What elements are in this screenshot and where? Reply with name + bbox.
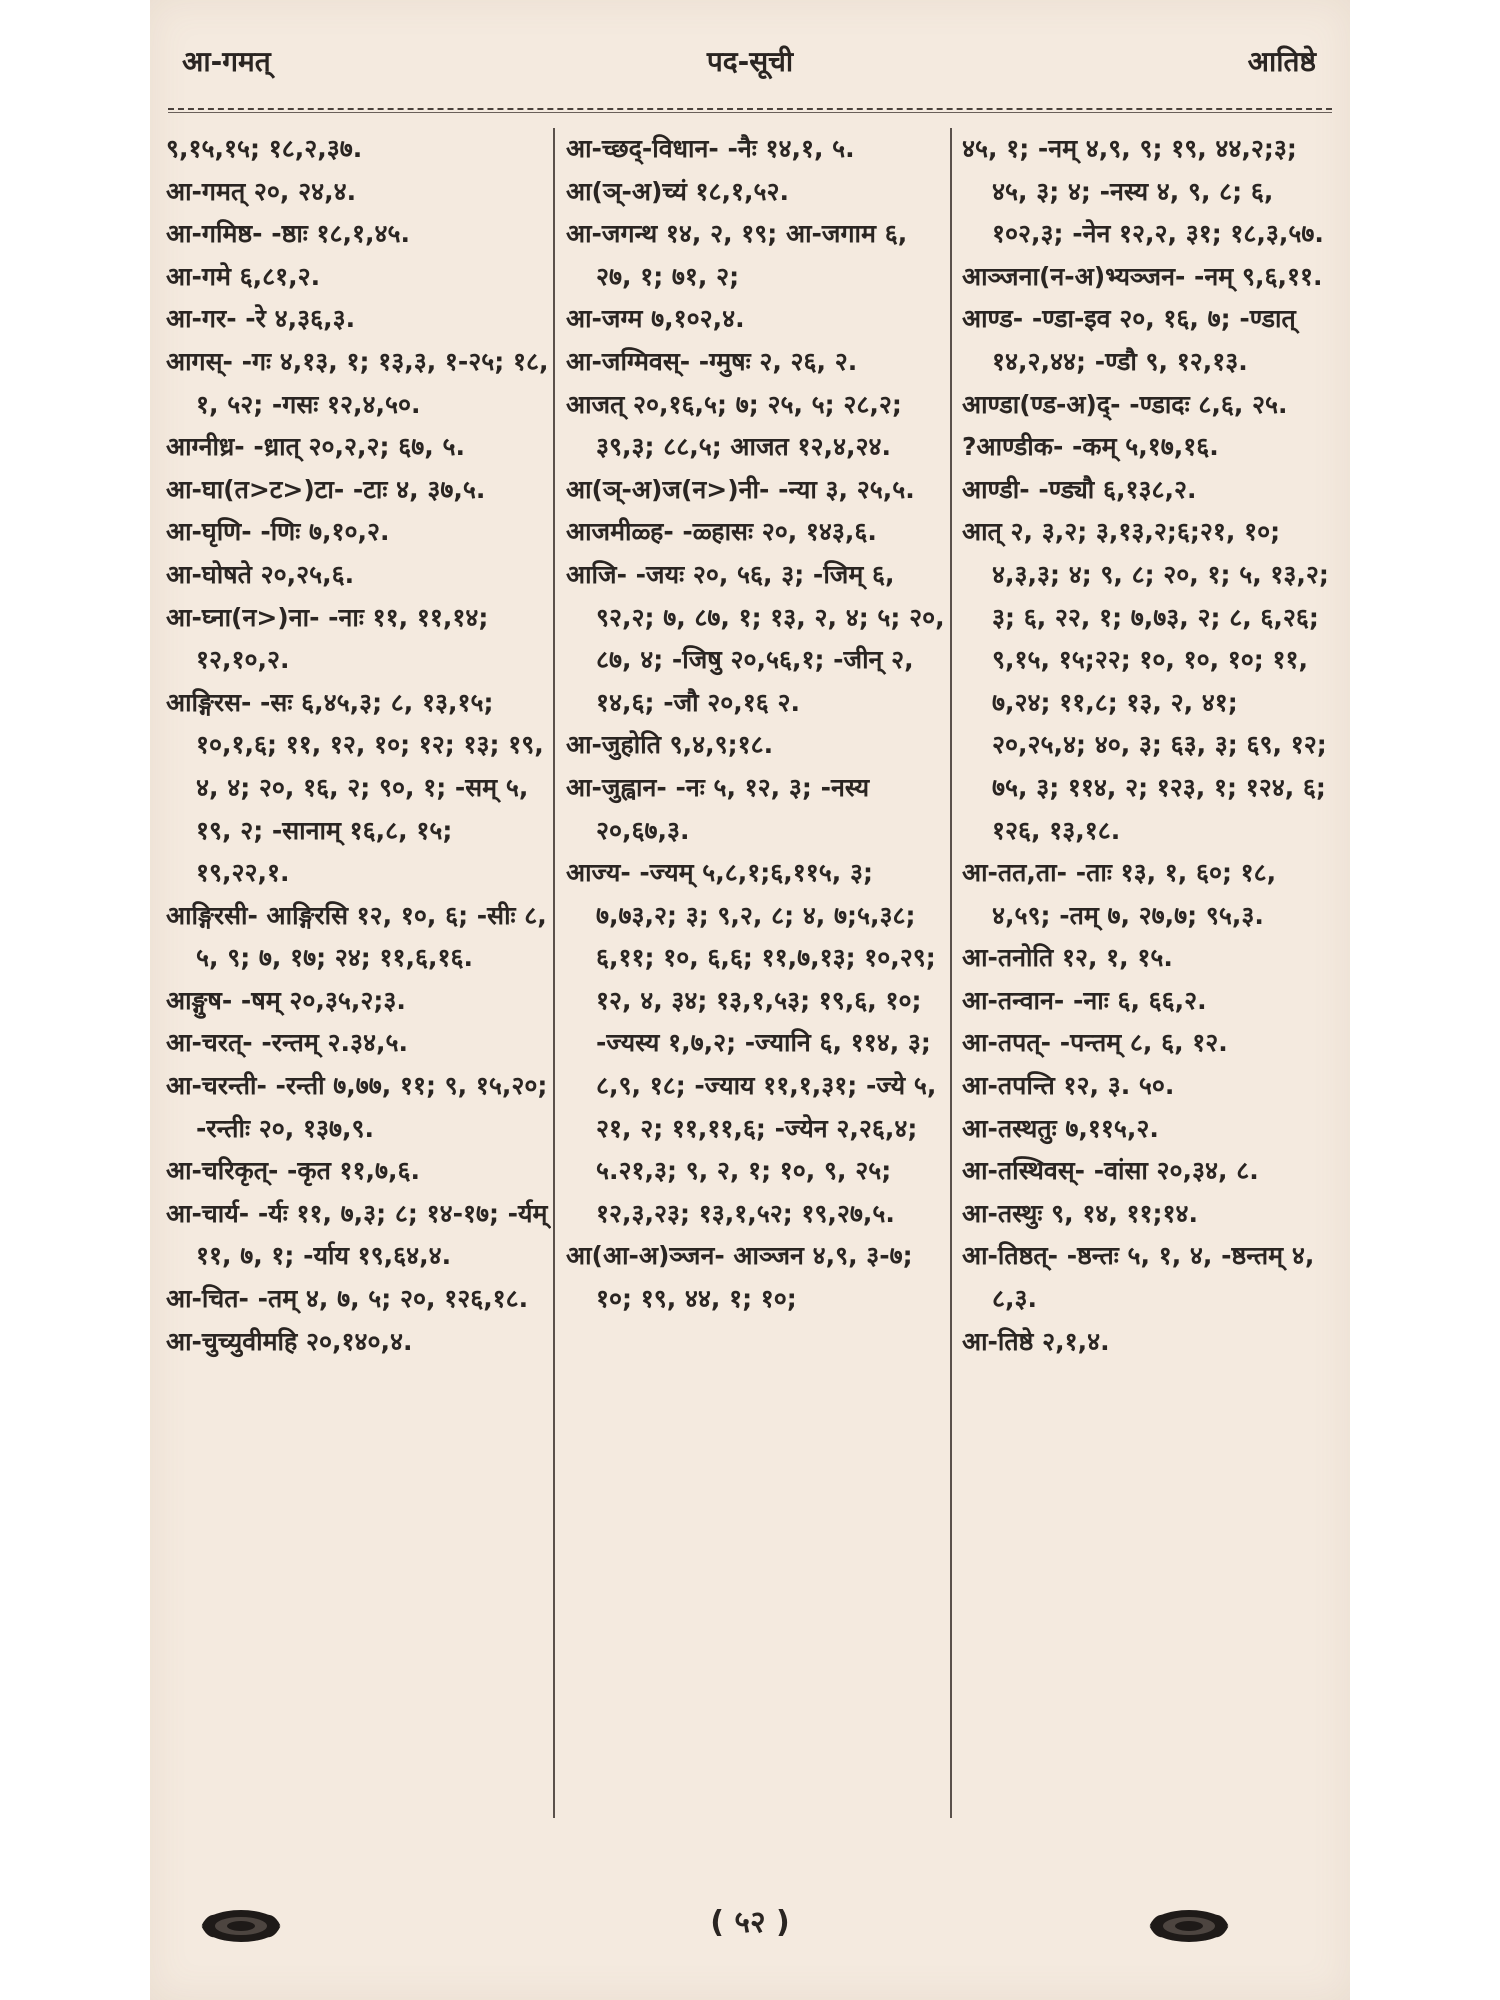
index-entry: आण्डी- -ण्ड्यौ ६,१३८,२. (962, 474, 1197, 504)
index-entry: आण्ड- -ण्डा-इव २०, १६, ७; -ण्डात् १४,२,४४; -ण्डौ ९, १२,१३. (962, 304, 1296, 376)
index-entry: ४५, १; -नम् ४,९, ९; १९, ४४,२;३; ४५, ३; ४; -नस्य ४, ९, ८; ६, १०२,३; -नेन १२,२, ३१; १८,३,५७. (962, 134, 1324, 249)
index-entry: आ-जग्म ७,१०२,४. (566, 304, 745, 334)
index-entry: आङ्गिरसी- आङ्गिरसि १२, १०, ६; -सीः ८, ५, ९; ७, १७; २४; ११,६,१६. (166, 900, 547, 973)
column-2 (566, 128, 946, 1818)
page-header (170, 42, 1330, 92)
index-entry: आ-गमे ६,८१,२. (166, 261, 321, 291)
index-entry: आ-तस्थिवस्- -वांसा २०,३४, ८. (962, 1156, 1259, 1186)
index-entry: ९,१५,१५; १८,२,३७. (166, 134, 363, 163)
index-entry: आङ्गुष- -षम् २०,३५,२;३. (166, 985, 406, 1015)
index-entry: आ-तपत्- -पन्तम् ८, ६, १२. (962, 1028, 1228, 1058)
column-divider-2 (950, 128, 952, 1818)
dictionary-page (150, 0, 1350, 2000)
index-entry: आ(ञ्-अ)ज(न>)नी- -न्या ३, २५,५. (566, 474, 915, 504)
index-entry: आ-गर- -रे ४,३६,३. (166, 304, 356, 334)
index-entry: आ-चार्य- -र्यः ११, ७,३; ८; १४-१७; -र्यम् ११, ७, १; -र्याय १९,६४,४. (166, 1198, 548, 1271)
index-entry: ?आण्डीक- -कम् ५,१७,१६. (962, 432, 1219, 462)
index-entry: आ-जगन्थ १४, २, १९; आ-जगाम ६, २७, १; ७१, २; (566, 219, 908, 291)
index-entry: आ-गमिष्ठ- -ष्ठाः १८,१,४५. (166, 219, 411, 249)
index-entry: आ-जुह्वान- -नः ५, १२, ३; -नस्य २०,६७,३. (566, 772, 870, 845)
ornament-right-icon (1148, 1906, 1230, 1946)
page-number: ( ५२ ) (710, 1905, 790, 1940)
index-entry: आ-चरत्- -रन्तम् २.३४,५. (166, 1028, 409, 1058)
index-entry: आ-घृणि- -णिः ७,१०,२. (166, 517, 390, 547)
index-entry: आ-घोषते २०,२५,६. (166, 559, 355, 589)
header-right-catchword: आतिष्ठे (1247, 45, 1316, 78)
index-entry: आ-चित- -तम् ४, ७, ५; २०, १२६,१८. (166, 1284, 529, 1314)
index-entry: आ-जग्मिवस्- -ग्मुषः २, २६, २. (566, 346, 858, 376)
column-divider-1 (553, 128, 555, 1818)
index-entry: आग्नीध्र- -ध्रात् २०,२,२; ६७, ५. (166, 432, 465, 462)
index-entry: आ(आ-अ)ञ्जन- आञ्जन ४,९, ३-७; १०; १९, ४४, १; १०; (566, 1241, 913, 1314)
index-entry: आ-चरन्ती- -रन्ती ७,७७, ११; ९, १५,२०; -रन्तीः २०, १३७,९. (166, 1071, 548, 1143)
index-entry: आ-चुच्युवीमहि २०,१४०,४. (166, 1326, 413, 1356)
header-title: पद-सूची (706, 45, 794, 78)
index-entry: आजि- -जयः २०, ५६, ३; -जिम् ६, ९२,२; ७, ८७, १; १३, २, ४; ५; २०, ८७, ४; -जिषु २०,५६,१; -जीन् २, १४,६; -जौ २०,१६ २. (566, 559, 945, 717)
index-entry: आ-तन्वान- -नाः ६, ६६,२. (962, 985, 1207, 1015)
index-entry: आ-तिष्ठत्- -ष्ठन्तः ५, १, ४, -ष्ठन्तम् ४, ८,३. (962, 1241, 1315, 1314)
index-entry: आ-तत,ता- -ताः १३, १, ६०; १८, ४,५९; -तम् ७, २७,७; ९५,३. (962, 858, 1277, 930)
index-entry: आ-तस्थतुः ७,११५,२. (962, 1113, 1159, 1143)
header-rule (168, 108, 1332, 110)
index-entry: आञ्जना(न-अ)भ्यञ्जन- -नम् ९,६,११. (962, 261, 1323, 291)
column-3 (962, 128, 1334, 1818)
index-entry: आ-चरिकृत्- -कृत ११,७,६. (166, 1156, 421, 1186)
index-entry: आ-च्छद्-विधान- -नैः १४,१, ५. (566, 134, 855, 163)
index-entry: आ-गमत् २०, २४,४. (166, 176, 357, 206)
index-entry: आण्डा(ण्ड-अ)द्- -ण्डादः ८,६, २५. (962, 389, 1288, 419)
index-entry: आत् २, ३,२; ३,१३,२;६;२१, १०; ४,३,३; ४; ९, ८; २०, १; ५, १३,२; ३; ६, २२, १; ७,७३, २; ८, ६,२६; ९,१५, १५;२२; १०, १०, १०; ११, ७,२४; ११,८; १३, २, ४१; २०,२५,४; ४०, ३; ६३, ३; ६९, १२; ७५, ३; ११४, २; १२३, १; १२४, ६; १२६, १३,१८. (962, 517, 1329, 845)
index-entry: आ(ञ्-अ)च्यं १८,१,५२. (566, 176, 790, 206)
index-entry: आङ्गिरस- -सः ६,४५,३; ८, १३,१५; १०,१,६; ११, १२, १०; १२; १३; १९, ४, ४; २०, १६, २; ९०, १; -सम् ५, १९, २; -सानाम् १६,८, १५; १९,२२,१. (166, 687, 544, 888)
index-entry: आगस्- -गः ४,१३, १; १३,३, १-२५; १८, १, ५२; -गसः १२,४,५०. (166, 346, 549, 419)
index-entry: आ-तस्थुः ९, १४, ११;१४. (962, 1198, 1199, 1228)
header-left-catchword: आ-गमत् (182, 45, 271, 78)
header-rule-underline (168, 112, 1332, 113)
index-entry: आ-जुहोति ९,४,९;१८. (566, 730, 774, 760)
index-entry: आ-तनोति १२, १, १५. (962, 943, 1173, 973)
index-entry: आजत् २०,१६,५; ७; २५, ५; २८,२; ३९,३; ८८,५; आजत १२,४,२४. (566, 389, 902, 462)
index-entry: आजमीळ्ह- -ळ्हासः २०, १४३,६. (566, 517, 877, 547)
index-entry: आ-घा(त>ट>)टा- -टाः ४, ३७,५. (166, 474, 486, 504)
index-entry: आ-तिष्ठे २,१,४. (962, 1326, 1110, 1356)
index-entry: आज्य- -ज्यम् ५,८,१;६,११५, ३; ७,७३,२; ३; ९,२, ८; ४, ७;५,३८; ६,११; १०, ६,६; ११,७,१३; १०,२९; १२, ४, ३४; १३,१,५३; १९,६, १०; -ज्यस्य १,७,२; -ज्यानि ६, ११४, ३; ८,९, १८; -ज्याय ११,१,३१; -ज्ये ५, २१, २; ११,११,६; -ज्येन २,२६,४; ५.२१,३; ९, २, १; १०, ९, २५; १२,३,२३; १३,१,५२; १९,२७,५. (566, 858, 937, 1228)
column-1 (166, 128, 551, 1818)
index-entry: आ-तपन्ति १२, ३. ५०. (962, 1071, 1175, 1101)
index-entry: आ-घ्ना(न>)ना- -नाः ११, ११,१४; १२,१०,२. (166, 602, 489, 675)
